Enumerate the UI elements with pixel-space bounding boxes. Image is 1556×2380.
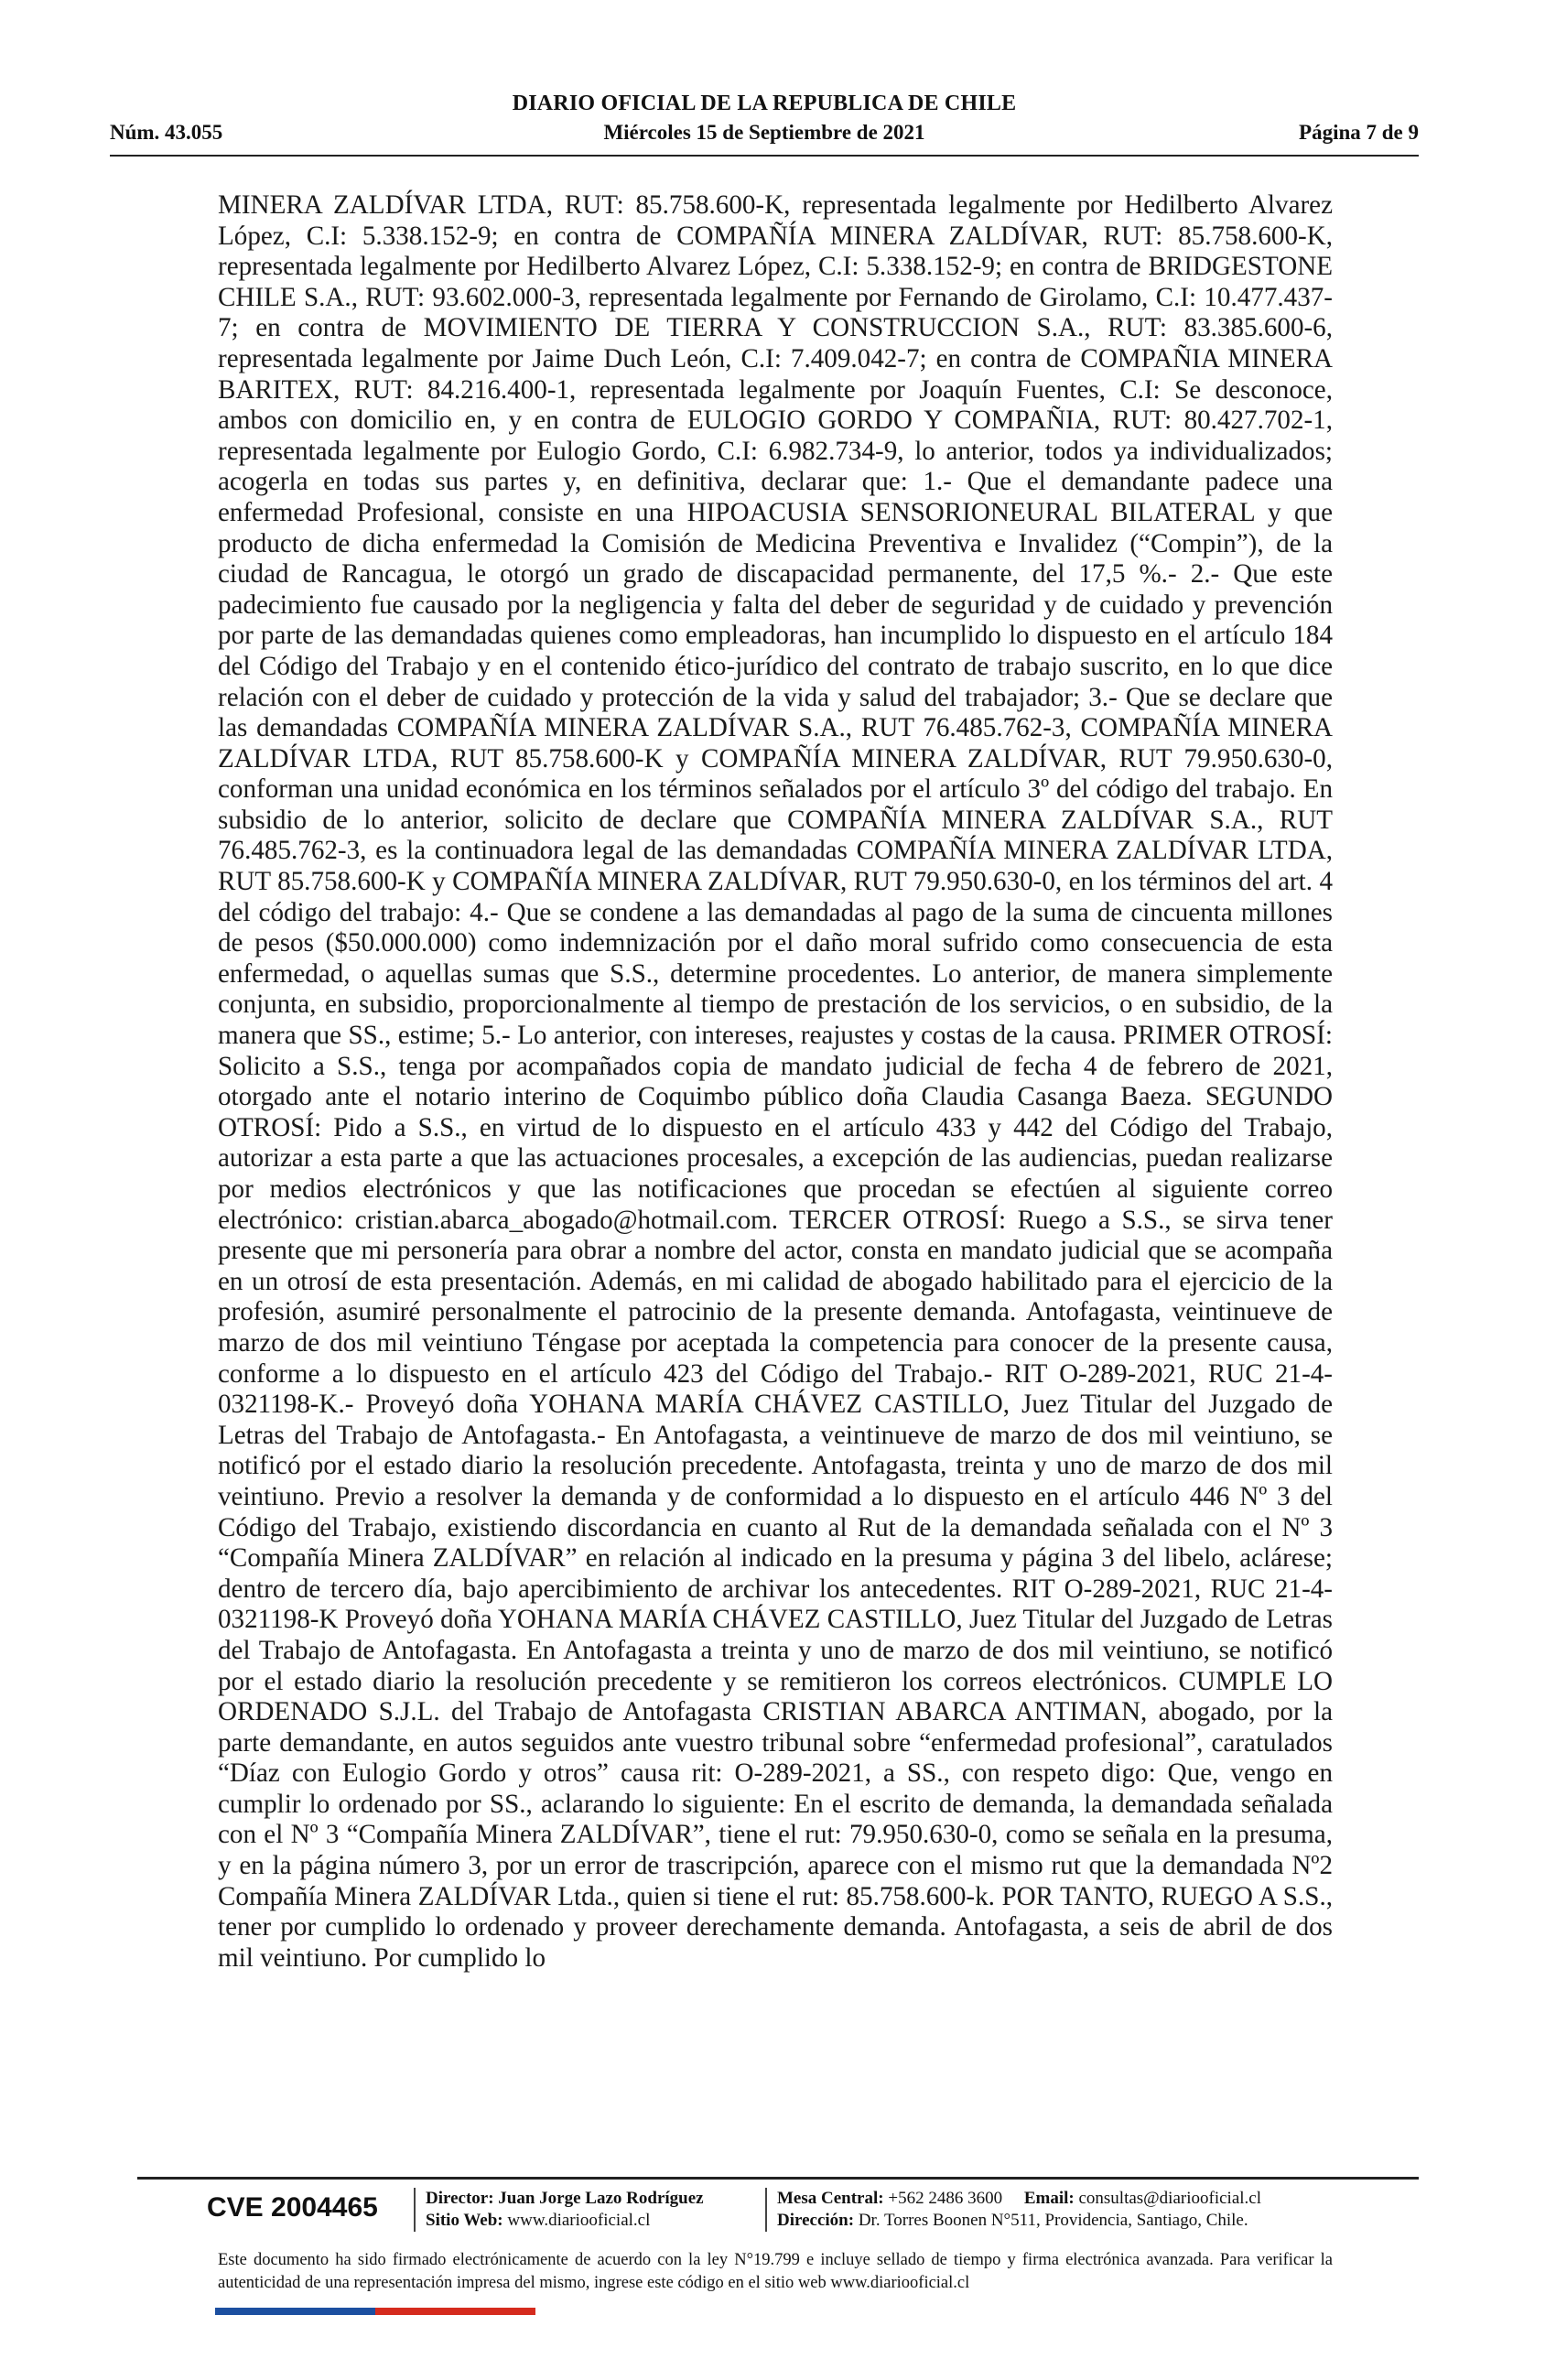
flag-stripe xyxy=(215,2308,535,2315)
document-body: MINERA ZALDÍVAR LTDA, RUT: 85.758.600-K, representada legalmente por Hedilberto Alvarez López, C.I: 5.338.152-9; en contra de COMPAÑÍA MINERA ZALDÍVAR, RUT: 85.758.600-K, representada legalmente por Hedilberto Alvarez López, C.I: 5.338.152-9; en contra de BRIDGESTONE CHILE S.A., RUT: 93.602.000-3, representada legalmente por Fernando de Girolamo, C.I: 10.477.437-7; en contra de MOVIMIENTO DE TIERRA Y CONSTRUCCION S.A., RUT: 83.385.600-6, representada legalmente por Jaime Duch León, C.I: 7.409.042-7; en contra de COMPAÑIA MINERA BARITEX, RUT: 84.216.400-1, representada legalmente por Joaquín Fuentes, C.I: Se desconoce, ambos con domicilio en, y en contra de EULOGIO GORDO Y COMPAÑIA, RUT: 80.427.702-1, representada legalmente por Eulogio Gordo, C.I: 6.982.734-9, lo anterior, todos ya individualizados; acogerla en todas sus partes y, en definitiva, declarar que: 1.- Que el demandante padece una enfermedad Profesional, consiste en una HIPOACUSIA SENSORIONEURAL BILATERAL y que producto de dicha enfermedad la Comisión de Medicina Preventiva e Invalidez (“Compin”), de la ciudad de Rancagua, le otorgó un grado de discapacidad permanente, del 17,5 %.- 2.- Que este padecimiento fue causado por la negligencia y falta del deber de seguridad y de cuidado y prevención por parte de las demandadas quienes como empleadoras, han incumplido lo dispuesto en el artículo 184 del Código del Trabajo y en el contenido ético-jurídico del contrato de trabajo suscrito, en lo que dice relación con el deber de cuidado y protección de la vida y salud del trabajador; 3.- Que se declare que las demandadas COMPAÑÍA MINERA ZALDÍVAR S.A., RUT 76.485.762-3, COMPAÑÍA MINERA ZALDÍVAR LTDA, RUT 85.758.600-K y COMPAÑÍA MINERA ZALDÍVAR, RUT 79.950.630-0, conforman una unidad económica en los términos señalados por el artículo 3º del código del trabajo. En subsidio de lo anterior, solicito de declare que COMPAÑÍA MINERA ZALDÍVAR S.A., RUT 76.485.762-3, es la continuadora legal de las demandadas COMPAÑÍA MINERA ZALDÍVAR LTDA, RUT 85.758.600-K y COMPAÑÍA MINERA ZALDÍVAR, RUT 79.950.630-0, en los términos del art. 4 del código del trabajo: 4.- Que se condene a las demandadas al pago de la suma de cincuenta millones de pesos ($50.000.000) como indemnización por el daño moral sufrido como consecuencia de esta enfermedad, o aquellas sumas que S.S., determine procedentes. Lo anterior, de manera simplemente conjunta, en subsidio, proporcionalmente al tiempo de prestación de los servicios, o en subsidio, de la manera que SS., estime; 5.- Lo anterior, con intereses, reajustes y costas de la causa. PRIMER OTROSÍ: Solicito a S.S., tenga por acompañados copia de mandato judicial de fecha 4 de febrero de 2021, otorgado ante el notario interino de Coquimbo público doña Claudia Casanga Baeza. SEGUNDO OTROSÍ: Pido a S.S., en virtud de lo dispuesto en el artículo 433 y 442 del Código del Trabajo, autorizar a esta parte a que las actuaciones procesales, a excepción de las audiencias, puedan realizarse por medios electrónicos y que las notificaciones que procedan se efectúen al siguiente correo electrónico: cristian.abarca_abogado@hotmail.com. TERCER OTROSÍ: Ruego a S.S., se sirva tener presente que mi personería para obrar a nombre del actor, consta en mandato judicial que se acompaña en un otrosí de esta presentación. Además, en mi calidad de abogado habilitado para el ejercicio de la profesión, asumiré personalmente el patrocinio de la presente demanda. Antofagasta, veintinueve de marzo de dos mil veintiuno Téngase por aceptada la competencia para conocer de la presente causa, conforme a lo dispuesto en el artículo 423 del Código del Trabajo.- RIT O-289-2021, RUC 21-4-0321198-K.- Proveyó doña YOHANA MARÍA CHÁVEZ CASTILLO, Juez Titular del Juzgado de Letras del Trabajo de Antofagasta.- En Antofagasta, a veintinueve de marzo de dos mil veintiuno, se notificó por el estado diario la resolución precedente. Antofagasta, treinta y uno de marzo de dos mil veintiuno. Previo a resolver la demanda y de conformidad a lo dispuesto en el artículo 446 Nº 3 del Código del Trabajo, existiendo discordancia en cuanto al Rut de la demandada señalada con el Nº 3 “Compañía Minera ZALDÍVAR” en relación al indicado en la presuma y página 3 del libelo, aclárese; dentro de tercero día, bajo apercibimiento de archivar los antecedentes. RIT O-289-2021, RUC 21-4-0321198-K Proveyó doña YOHANA MARÍA CHÁVEZ CASTILLO, Juez Titular del Juzgado de Letras del Trabajo de Antofagasta. En Antofagasta a treinta y uno de marzo de dos mil veintiuno, se notificó por el estado diario la resolución precedente y se remitieron los correos electrónicos. CUMPLE LO ORDENADO S.J.L. del Trabajo de Antofagasta CRISTIAN ABARCA ANTIMAN, abogado, por la parte demandante, en autos seguidos ante vuestro tribunal sobre “enfermedad profesional”, caratulados “Díaz con Eulogio Gordo y otros” causa rit: O-289-2021, a SS., con respeto digo: Que, vengo en cumplir lo ordenado por SS., aclarando lo siguiente: En el escrito de demanda, la demandada señalada con el Nº 3 “Compañía Minera ZALDÍVAR”, tiene el rut: 79.950.630-0, como se señala en la presuma, y en la página número 3, por un error de trascripción, aparece con el mismo rut que la demandada Nº2 Compañía Minera ZALDÍVAR Ltda., quien si tiene el rut: 85.758.600-k. POR TANTO, RUEGO A S.S., tener por cumplido lo ordenado y proveer derechamente demanda. Antofagasta, a seis de abril de dos mil veintiuno. Por cumplido lo xyxy=(218,190,1333,1973)
director-info xyxy=(426,2188,704,2232)
site-link[interactable]: www.diariooficial.cl xyxy=(507,2211,651,2230)
page-header xyxy=(110,92,1419,156)
address-label: Dirección: xyxy=(777,2211,855,2230)
address-value: Dr. Torres Boonen N°511, Providencia, Santiago, Chile. xyxy=(858,2211,1248,2230)
signature-notice: Este documento ha sido firmado electrónicamente de acuerdo con la ley N°19.799 e incluye sellado de tiempo y firma electrónica avanzada. Para verificar la autenticidad de una representación impresa del mismo, ingrese este código en el sitio web www.diariooficial.cl xyxy=(218,2251,1333,2292)
issue-number: Núm. 43.055 xyxy=(110,121,223,144)
footer-separator xyxy=(414,2188,416,2232)
footer-separator xyxy=(765,2188,767,2232)
flag-blue-segment xyxy=(215,2308,375,2315)
cve-code: CVE 2004465 xyxy=(207,2192,378,2223)
publication-title: DIARIO OFICIAL DE LA REPUBLICA DE CHILE xyxy=(512,92,1017,115)
director-label: Director: xyxy=(426,2189,494,2208)
email-link[interactable]: consultas@diariooficial.cl xyxy=(1078,2189,1261,2208)
site-label: Sitio Web: xyxy=(426,2211,503,2230)
publication-date: Miércoles 15 de Septiembre de 2021 xyxy=(603,121,925,144)
phone-value: +562 2486 3600 xyxy=(888,2189,1003,2208)
email-label: Email: xyxy=(1023,2189,1075,2208)
page-number: Página 7 de 9 xyxy=(1299,121,1419,144)
footer-divider xyxy=(137,2177,1419,2180)
director-name: Juan Jorge Lazo Rodríguez xyxy=(498,2189,704,2208)
phone-label: Mesa Central: xyxy=(777,2189,884,2208)
flag-red-segment xyxy=(375,2308,535,2315)
contact-info xyxy=(777,2188,1261,2232)
header-divider xyxy=(110,155,1419,157)
